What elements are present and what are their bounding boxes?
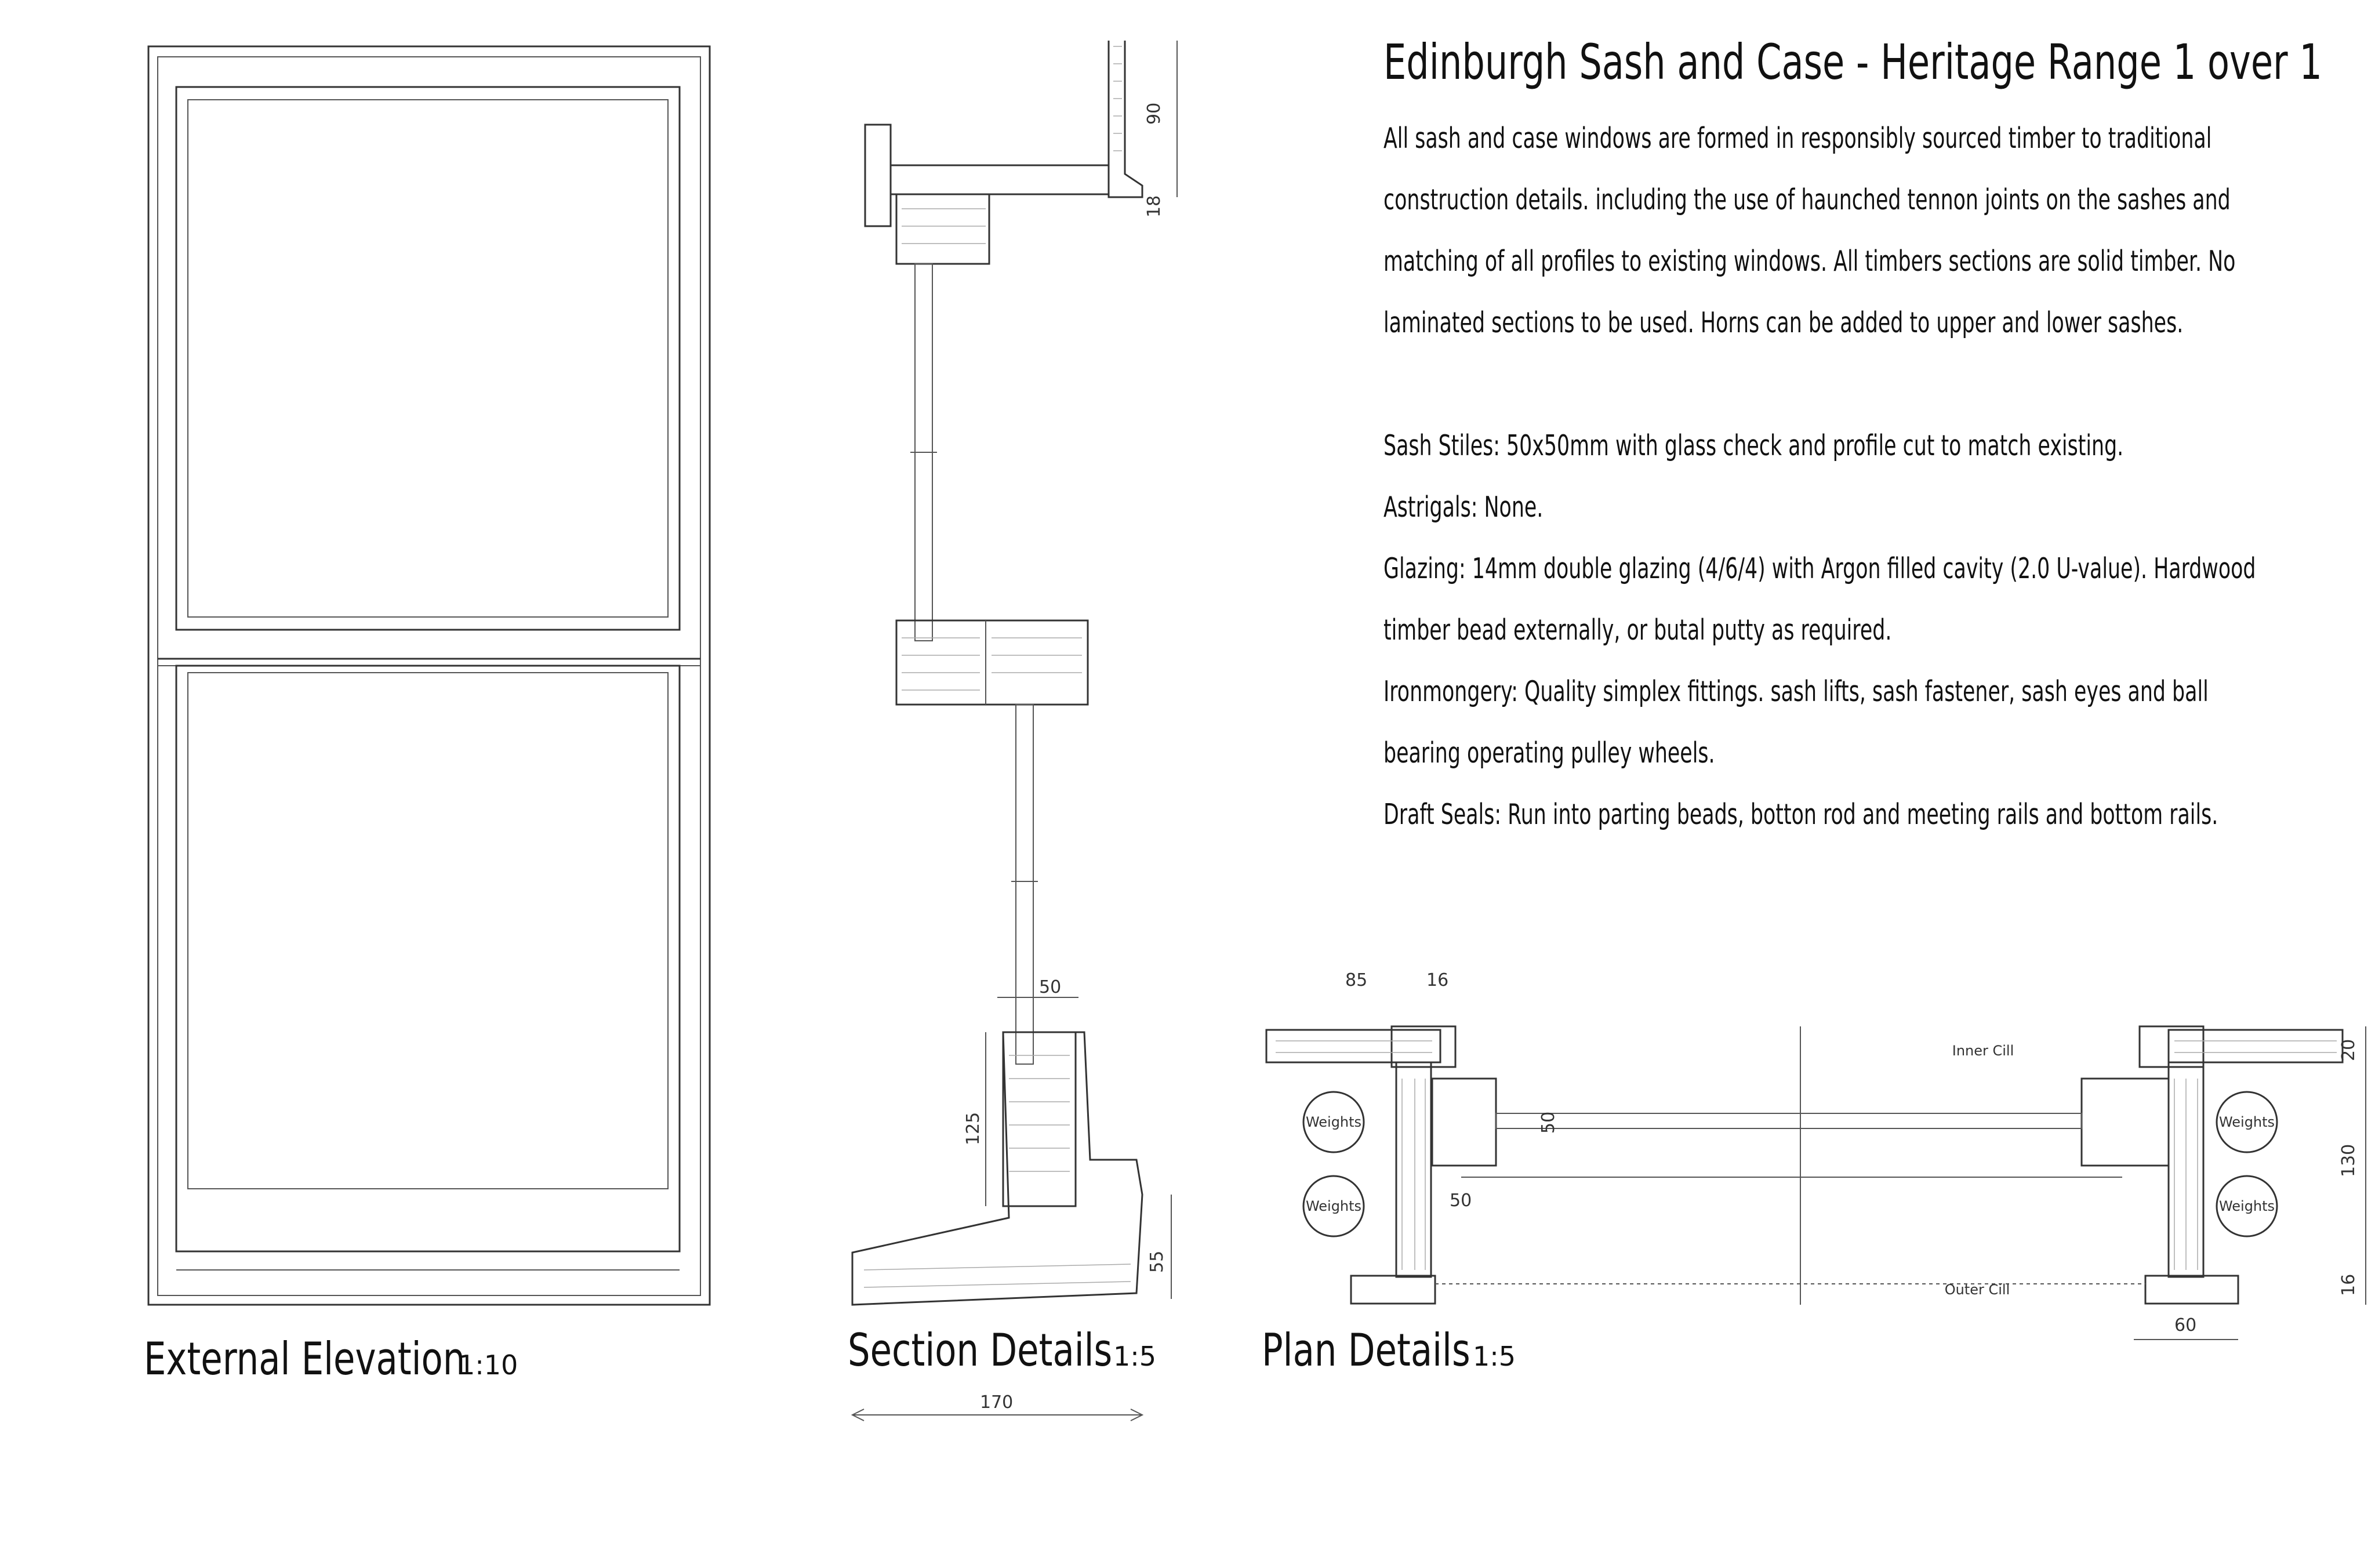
section-sill	[852, 1032, 1142, 1305]
spec-line: Glazing: 14mm double glazing (4/6/4) with Argon filled cavity (2.0 U-value). Hardwood	[1383, 552, 2256, 585]
plan-outer-cill-label: Outer Cill	[1944, 1282, 2010, 1298]
elevation-outer-frame	[148, 46, 710, 1305]
elevation-inner-frame	[158, 57, 700, 1295]
plan-dim-depth-mid: 130	[2338, 1144, 2359, 1177]
spec-line: Astrigals: None.	[1383, 491, 1544, 524]
document-title: Edinburgh Sash and Case - Heritage Range 1 over 1	[1383, 34, 2322, 90]
section-head-bead	[865, 125, 891, 226]
section-dim-rail: 125	[963, 1112, 983, 1145]
plan-dim-stile-a: 50	[1538, 1111, 1559, 1134]
upper-sash-glass	[188, 100, 668, 617]
plan-left-outer	[1351, 1276, 1435, 1304]
description-line: construction details. including the use of haunched tennon joints on the sashes and	[1383, 183, 2231, 216]
plan-dim-stile-b: 50	[1450, 1190, 1472, 1211]
caption-elevation-title: External Elevation	[144, 1333, 466, 1385]
spec-line: bearing operating pulley wheels.	[1383, 736, 1715, 770]
section-dim-head-b: 18	[1144, 195, 1164, 217]
description-line: laminated sections to be used. Horns can be added to upper and lower sashes.	[1383, 306, 2184, 339]
section-lower-glass	[1016, 705, 1033, 1064]
section-bottom-rail	[1003, 1032, 1076, 1206]
plan-right-sash	[2082, 1079, 2169, 1166]
caption-elevation-scale: 1:10	[458, 1349, 518, 1381]
lower-sash-glass	[188, 673, 668, 1189]
plan-dim-depth-top: 20	[2338, 1039, 2359, 1061]
section-dim-overall: 170	[980, 1392, 1014, 1413]
plan-weight-label: Weights	[1305, 1198, 1362, 1214]
plan-dim-depth-bottom: 16	[2338, 1273, 2359, 1296]
spec-line: timber bead externally, or butal putty as required.	[1383, 614, 1892, 647]
plan-left-bead	[1392, 1026, 1455, 1067]
description-line: All sash and case windows are formed in responsibly sourced timber to traditional	[1383, 122, 2212, 155]
description-line: matching of all profiles to existing windows. All timbers sections are solid timber. No	[1383, 245, 2236, 278]
plan-right-outer	[2145, 1276, 2238, 1304]
section-head-board	[891, 165, 1109, 194]
caption-section-title: Section Details	[847, 1324, 1113, 1377]
section-dim-stile: 50	[1039, 977, 1062, 997]
plan-weight-label: Weights	[1305, 1114, 1362, 1130]
caption-section-scale: 1:5	[1113, 1341, 1157, 1372]
caption-plan	[1262, 1324, 1516, 1377]
plan-left-lining	[1266, 1030, 1440, 1062]
spec-line: Sash Stiles: 50x50mm with glass check and profile cut to match existing.	[1383, 429, 2124, 462]
plan-left-sash	[1432, 1079, 1496, 1166]
lower-sash	[176, 666, 680, 1251]
plan-left-pulley-stile	[1396, 1062, 1431, 1277]
plan-right-lining	[2169, 1030, 2343, 1062]
spec-line: Ironmongery: Quality simplex fittings. sash lifts, sash fastener, sash eyes and ball	[1383, 675, 2209, 708]
section-meeting-rail	[896, 620, 1088, 705]
plan-dim-lining: 85	[1345, 970, 1368, 990]
caption-plan-scale: 1:5	[1473, 1341, 1516, 1372]
plan-inner-cill-label: Inner Cill	[1952, 1043, 2014, 1059]
caption-plan-title: Plan Details	[1262, 1324, 1470, 1377]
section-dim-sill: 55	[1147, 1250, 1167, 1273]
plan-dim-outer-width: 60	[2174, 1315, 2197, 1335]
plan-right-bead	[2140, 1026, 2203, 1067]
plan-glass	[1496, 1113, 2082, 1128]
spec-line: Draft Seals: Run into parting beads, botton rod and meeting rails and bottom rails.	[1383, 798, 2218, 831]
caption-section	[848, 1324, 1156, 1377]
section-dim-head-a: 90	[1144, 102, 1164, 125]
section-details	[852, 41, 1177, 1421]
section-head-rail	[896, 194, 989, 264]
plan-weight-label: Weights	[2218, 1114, 2275, 1130]
plan-weight-label: Weights	[2218, 1198, 2275, 1214]
external-elevation	[148, 46, 710, 1305]
plan-dim-bead: 16	[1426, 970, 1449, 990]
plan-details	[1266, 970, 2366, 1340]
upper-sash	[176, 87, 680, 630]
caption-elevation	[144, 1333, 518, 1385]
